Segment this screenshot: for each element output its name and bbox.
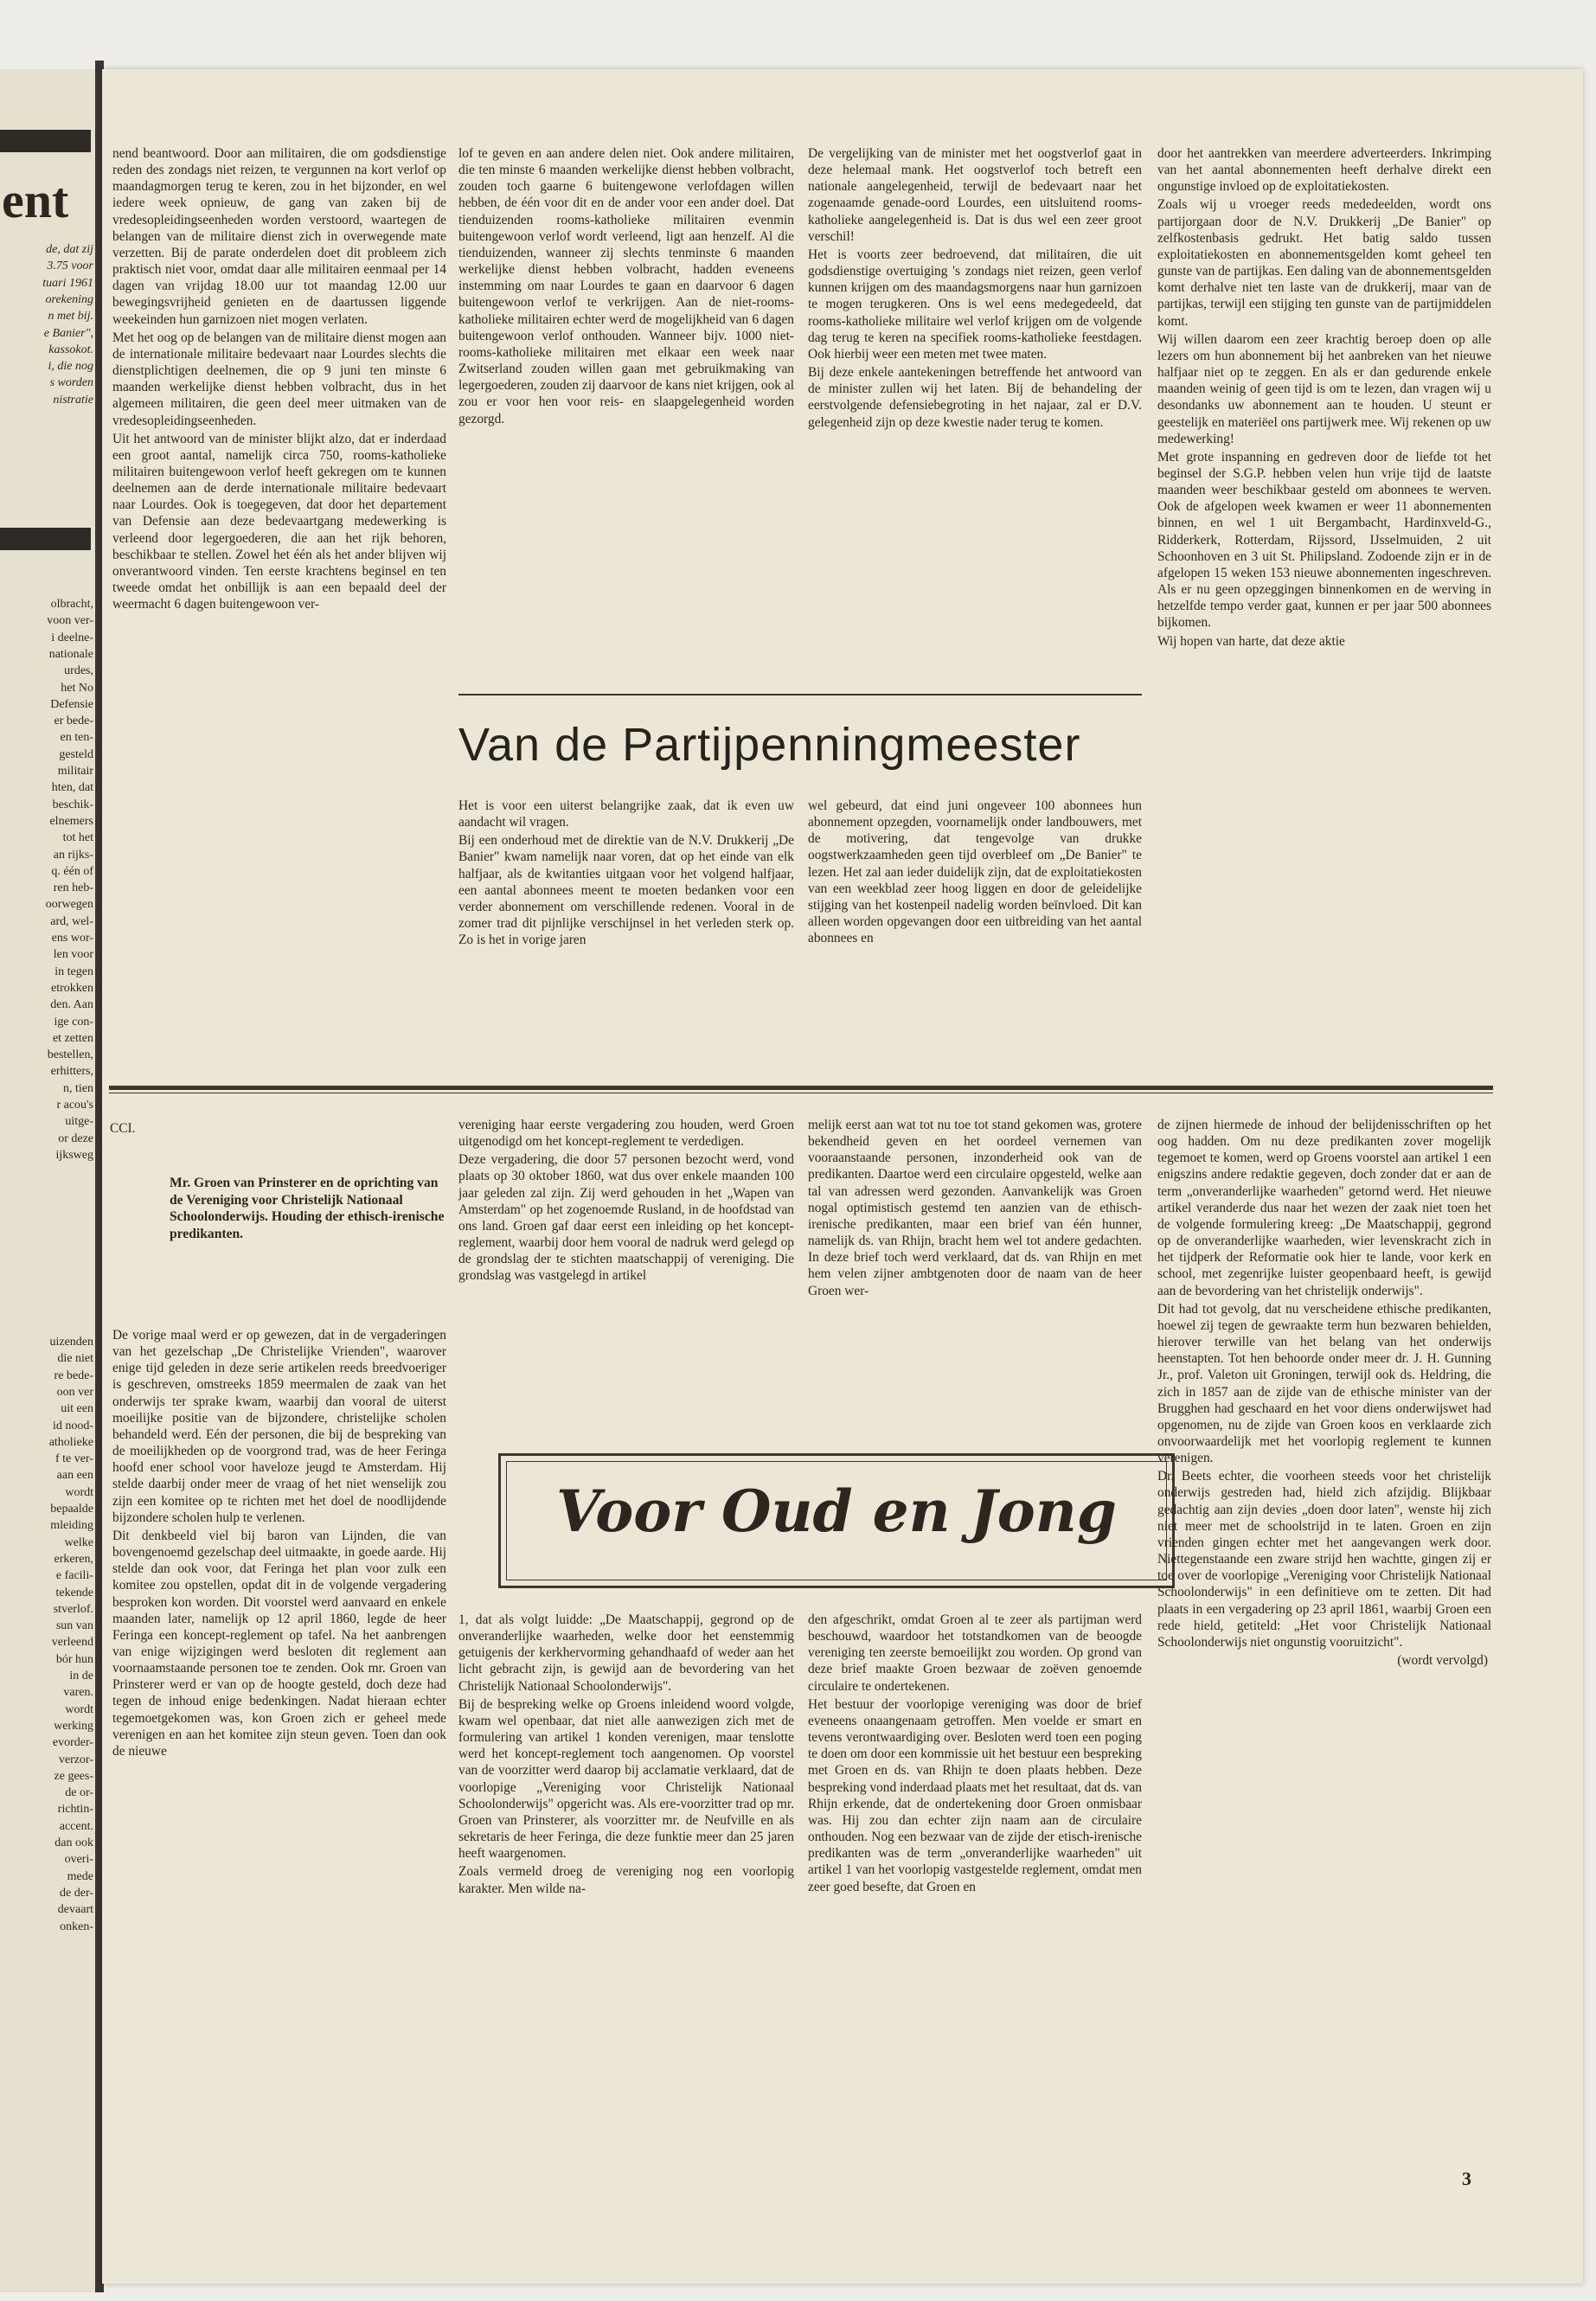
paragraph: Wij hopen van harte, dat deze aktie [1157,633,1345,649]
previous-page-line: ige con- [54,1015,93,1029]
previous-page-line: et zetten [52,1031,93,1045]
previous-page-line: dan ook [54,1836,93,1849]
paragraph: Het bestuur der voorlopige vereniging was door de brief eveneens onaangenaam getroffen. Men voelde er smart en tevens verontwaardiging over. Besloten werd toen een poging te doen om door een kommissie uit het bestuur een bespreking met Groen en ds. van Rhijn te doen plaats hebben. Deze bespreking vond inderdaad plaats met het resultaat, dat ds. van Rhijn erkende, dat de ondertekening door Groen onmisbaar was. Hij zou dan echter zijn naam aan de circulaire onthouden. Nog een bezwaar van de zijde der etisch-irenische predikanten was de term „onveranderlijke waarheden" uit artikel 1 van het voorlopig vastgestelde reglement, omdat men zeer goed besefte, dat Groen en [808,1696,1142,1894]
previous-page-heading: ent [2,172,69,228]
previous-page-line: ze gees- [54,1769,93,1783]
article1-column-3 [808,145,1142,431]
previous-page-line: kassokot. [48,343,93,356]
paragraph: nend beantwoord. Door aan militairen, die om godsdienstige reden des zondags niet reizen, te vergunnen na kort verlof op maandagmorgen terug te keren, zou in het bijzonder, en wel iedere week opnieuw, de gang van zaken bij de vredesopleidingseenheden worden verstoord, waartegen de belangen van de militaire dienst zich in overwegende mate verzetten. Bij de parate onderdelen doet dit probleem zich praktisch niet voor, omdat daar alle militairen eenmaal per 14 dagen van vrijdag 18.00 uur tot maandag 12.00 uur bewegingsvrijheid genieten en de daartussen liggende weekeinden hun garnizoen niet mogen verlaten. [112,146,446,327]
paragraph: Dit had tot gevolg, dat nu verscheidene ethische predikanten, hoewel zij tegen de gewraakte term hun bezwaren behielden, hierover terwille van het belang van het onderwijs heenstapten. Tot hen behoorde onder meer dr. J. H. Gunning Jr., prof. Valeton uit Groningen, terwijl ook ds. Heldring, die zich in 1857 aan de zijde van de ethische minister van der Brugghen had geschaard en het voor diens onderwijswet had opgenomen, nu de zijde van Groen koos en verklaarde zich onvoorwaardelijk met het voorlopig reglement te kunnen verenigen. [1157,1301,1491,1466]
previous-page-line: overi- [64,1853,93,1867]
previous-page-line: werking [54,1719,93,1733]
previous-page-line: oorwegen [45,898,93,912]
previous-page-edge [0,69,97,2292]
previous-page-line: ens wor- [51,932,93,945]
previous-page-line: stverlof. [53,1602,93,1616]
previous-page-line: orekening [45,292,93,306]
paragraph: Met grote inspanning en gedreven door de liefde tot het beginsel der S.G.P. hebben velen hun vrije tijd de laatste maanden weer beschikbaar gesteld om abonnees te werven. Ook de afgelopen week kwamen er weer 11 abonnementen binnen, en wel 1 uit Bergambacht, Hardinxveld-G., Ridderkerk, Rotterdam, Rijssord, IJsselmuiden, 2 uit Schoonhoven en 3 uit St. Philipsland. Zodoende zijn er in de afgelopen 15 weken 153 nieuwe abonnementen ingeschreven. Als er nu geen opzeggingen binnenkomen en de werving in hetzelfde tempo verder gaat, kunnen er per jaar 500 abonnees bijkomen. [1157,449,1491,631]
previous-page-line: erhitters, [50,1065,93,1079]
paragraph: Bij de bespreking welke op Groens inleidend woord volgde, kwam wel openbaar, dat niet alle aanwezigen zich met de formulering van artikel 1 konden verenigen, maar tenslotte werd het koncept-reglement toch aangenomen. Op voorstel van de voorzitter werd daarop bij acclamatie verklaard, dat de voorlopige „Vereniging voor Christelijk Nationaal Schoolonderwijs" opgericht was. Als ere-voorzitter trad op mr. Groen van Prinsterer, als voorzitter mr. de Neufville en als sekretaris de heer Feringa, die deze funktie meer dan 25 jaren heeft waargenomen. [458,1696,794,1862]
article3-column-3-bottom [808,1612,1142,1895]
previous-page-line: tuari 1961 [42,276,93,290]
previous-page-line: accent. [59,1819,93,1833]
previous-page-line: ard, wel- [50,914,93,928]
previous-page-line: an rijks- [53,848,93,862]
previous-page-line: welke [64,1535,93,1549]
previous-page-line: nistratie [53,393,93,407]
series-number: CCI. [110,1121,136,1136]
previous-page-line: er bede- [54,715,93,728]
previous-page-line: wordt [65,1485,93,1499]
previous-page-line: de der- [60,1886,93,1900]
previous-page-line: mede [67,1869,93,1883]
previous-page-line: Defensie [50,697,93,711]
article3-column-1 [112,1327,446,1759]
previous-page-line: uit een [61,1402,93,1416]
article1-column-1 [112,145,446,612]
article3-column-4 [1157,1117,1491,1669]
paragraph: Dit denkbeeld viel bij baron van Lijnden, die van bovengenoemd gezelschap deel uitmaakte, in goede aarde. Hij stelde dan ook voor, dat Feringa het plan voor zulk een komitee zou opstellen, opdat dit in de volgende vergadering besproken kon worden. Dit voorstel werd aanvaard en enkele maanden later, namelijk op 12 april 1860, legde de heer Feringa een koncept-reglement op tafel. Na het aanbrengen van enige wijzigingen werd besloten dit reglement aan voornaamstaande personen toe te zenden. Ook mr. Groen van Prinsterer werd er van op de hoogte gesteld, doch deze had tegen de inhoud enige bedenkingen. Nadat hieraan echter tegemoetgekomen was, kon Groen zich er geheel mede verenigen en aan het komitee zijn steun geven. Toen dan ook de nieuwe [112,1528,446,1759]
previous-page-line: n, tien [63,1081,93,1095]
paragraph: De vergelijking van de minister met het oogstverlof gaat in deze helemaal mank. Het oogstverlof toch betreft een nationale aangelegenheid, terwijl de bedevaart naar het zogenaamde genade-oord Lourdes, een uitsluitend rooms-katholieke aangelegenheid is. Dat is dus wel een zeer groot verschil! [808,146,1142,244]
previous-page-line: voon ver- [47,614,93,628]
paragraph: de zijnen hiermede de inhoud der belijdenisschriften op het oog hadden. Om nu deze predikanten zover mogelijk tegemoet te komen, werd op Groens voorstel aan artikel 1 een enigszins andere redaktie gegeven, doch zonder dat er aan de term „onveranderlijke waarheden" getornd werd. Het nieuwe artikel veranderde dus naar het wezen der zaak niet toen het de volgende formulering kreeg: „De Maatschappij, gegrond op de onveranderlijke waarheden, wier levenskracht zich in het tijdperk der Reformatie ook hier te lande, voor kerk en school, met zegenrijke luister geopenbaard heeft, is gewijd aan de bevordering van het christelijk onderwijs". [1157,1118,1491,1298]
previous-page-line: onken- [60,1920,93,1933]
previous-page-line: den. Aan [50,998,93,1012]
previous-page-line: id nood- [52,1419,93,1433]
section-divider [109,1086,1493,1090]
previous-page-line: militair [57,765,93,778]
paragraph: melijk eerst aan wat tot nu toe tot stand gekomen was, grotere bekendheid geven en het oordeel vernemen van vooraanstaande personen, inzonderheid ook van de predikanten. Daartoe werd een circulaire opgesteld, welke aan tal van adressen werd gezonden. Aanvankelijk was Groen nogal optimistisch gestemd ten aanzien van de ethisch-irenische predikanten, maar een brief van één hunner, namelijk ds. van Rhijn, bracht hem wel tot andere gedachten. In deze brief toch werd verklaard, dat ds. van Rhijn en met hem velen zijner ambtgenoten door de naam van de heer Groen wer- [808,1118,1142,1298]
article2-column-a [458,798,794,948]
page-number: 3 [1462,2168,1471,2189]
previous-page-line: in de [69,1670,93,1682]
paragraph: Deze vergadering, die door 57 personen bezocht werd, vond plaats op 30 oktober 1860, wat dus over enkele maanden 100 jaar geleden zal zijn. Zij werd gehouden in het „Wapen van Amsterdam" op het zogenoemde Rusland, in de hoofdstad van ons land. Groen gaf daar eerst een inleiding op het koncept-reglement, waarbij door hem vooral de nadruk werd gelegd op de grondslag der te stichten maatschappij of vereniging. Die grondslag was vastgelegd in artikel [458,1152,794,1284]
paragraph: vereniging haar eerste vergadering zou houden, werd Groen uitgenodigd om het koncept-reglement te verdedigen. [458,1118,794,1150]
article3-column-2-top [458,1117,794,1285]
previous-page-line: bepaalde [50,1503,93,1516]
previous-page-line: het No [61,681,93,695]
previous-page-line: ijksweg [55,1148,93,1162]
previous-page-line: verzor- [58,1753,93,1766]
previous-page-rule [0,130,91,152]
previous-page-line: 3.75 voor [47,260,93,273]
previous-page-line: oon ver [56,1385,93,1399]
previous-page-line: nationale [48,647,93,661]
previous-page-line: atholieke [48,1435,93,1449]
previous-page-line: ren heb- [53,881,93,895]
paragraph: Dr. Beets echter, die voorheen steeds voor het christelijk onderwijs gestreden had, hield zich afzijdig. Blijkbaar gedachtig aan zijn devies „doen door laten", wenste hij zich niet meer met de schoolstrijd in te laten. Groen en zijn vrienden gingen echter met het aangevangen werk door. Niettegenstaande een zware strijd hen wachtte, gingen zij er toe over de voorlopige „Vereniging voor Christelijk Nationaal Schoolonderwijs" in een definitieve om te zetten. Dit had plaats in een vergadering op 23 april 1861, waarbij Groen een rede hield, getiteld: „Het voor Christelijk Nationaal Schoolonderwijs niet ongunstig vooruitzicht". [1157,1469,1491,1650]
paragraph: Wij willen daarom een zeer krachtig beroep doen op alle lezers om hun abonnement bij het aanbreken van het nieuwe halfjaar niet op te zeggen. En als er dan gedurende enkele maanden weinig of geen tijd is om te lezen, dan vragen wij u desondanks uw abonnement aan te houden. U steunt er geestelijk en materiëel ons partijwerk mee. Wij rekenen op uw medewerking! [1157,331,1491,446]
previous-page-line: sun van [55,1619,93,1633]
article3-subhead: Mr. Groen van Prinsterer en de oprichting van de Vereniging voor Christelijk Nationaal Schoolonderwijs. Houding der ethisch-irenische predikanten. [170,1176,445,1241]
article3-column-3-top [808,1117,1142,1299]
previous-page-line: tekende [55,1586,93,1599]
paragraph: door het aantrekken van meerdere adverteerders. Inkrimping van het aantal abonnementen heeft derhalve direkt een ongunstige invloed op de exploitatiekosten. [1157,146,1491,195]
previous-page-line: e facili- [55,1569,93,1583]
previous-page-line: mleiding [50,1519,93,1533]
voor-oud-en-jong-banner [498,1453,1175,1588]
previous-page-line: erkeren, [54,1552,93,1566]
previous-page-line: e Banier", [43,326,93,340]
previous-page-line: richtin- [57,1803,93,1817]
paragraph: Zoals wij u vroeger reeds mededeelden, wordt ons partijorgaan door de N.V. Drukkerij „De Banier" op zelfkostenbasis gedrukt. Het batig saldo tussen exploitatiekosten en abonnementsgelden komt geheel ten gunste van de partijkas. Een daling van de abonnementsgelden komt derhalve niet ten laste van de drukkerij, maar van de partijkas, terwijl een stijging ten gunste van de partijmiddelen komt. [1157,197,1491,329]
previous-page-line: q. één of [51,864,93,878]
previous-page-line: bór hun [55,1652,93,1666]
paragraph: Met het oog op de belangen van de militaire dienst mogen aan de internationale militaire bedevaart naar Lourdes slechts die dienstplichtigen deelnemen, die op 9 juni ten minste 6 maanden werkelijke dienst hebben volbracht, dus in het algemeen militairen, die geen deel meer uitmaken van de vredesopleidingseenheden. [112,330,446,428]
continued-note: (wordt vervolgd) [1397,1653,1488,1668]
previous-page-line: etrokken [51,981,93,995]
paragraph: wel gebeurd, dat eind juni ongeveer 100 abonnees hun abonnement opzegden, voornamelijk onder landbouwers, met de motivering, dat tengevolge van drukke oogstwerkzaamheden geen tijd overbleef om „De Banier" te lezen. Het zal aan ieder duidelijk zijn, dat de exploitatiekosten van een weekblad zeer hoog liggen en door de geleidelijke stijging van het kostenpeil nadelig worden beïnvloed. Dit kan alleen worden opgevangen door een uitbreiding van het aantal abonnees en [808,798,1142,946]
previous-page-rule [0,528,91,550]
paragraph: Zoals vermeld droeg de vereniging nog een voorlopig karakter. Men wilde na- [458,1864,794,1896]
paragraph: den afgeschrikt, omdat Groen al te zeer als partijman werd beschouwd, waardoor het totstandkomen van de beoogde vereniging ten zeerste bemoeilijkt zou worden. Op grond van deze brief maakte Groen bezwaar de zoëven genoemde circulaire te ondertekenen. [808,1612,1142,1694]
paragraph: Het is voorts zeer bedroevend, dat militairen, die uit godsdienstige overtuiging 's zondags niet reizen, geen verlof kunnen krijgen om des maandagsmorgens naar hun garnizoen te mogen terugkeren. Ons is wel eens medegedeeld, dat rooms-katholieke militaire wel verlof krijgen om de volgende dag terug te keren na specifiek rooms-katholieke feestdagen. Ook hierbij weer een meten met twee maten. [808,247,1142,362]
partijpenningmeester-headline: Van de Partijpenningmeester [458,719,1081,771]
previous-page-line: die niet [57,1352,93,1366]
previous-page-line: r acou's [56,1099,93,1112]
previous-page-line: or deze [58,1131,93,1145]
previous-page-line: hten, dat [51,781,93,795]
previous-page-line: de, dat zij [46,243,93,256]
previous-page-line: uitge- [65,1115,93,1129]
article1-column-2 [458,145,794,427]
previous-page-line: f te ver- [54,1452,93,1466]
previous-page-line: verleend [51,1636,93,1650]
previous-page-line: urdes, [64,664,93,678]
banner-title: Voor Oud en Jong [556,1477,1117,1545]
previous-page-line: de or- [65,1786,93,1800]
previous-page-line: olbracht, [50,598,93,611]
article3-column-2-bottom [458,1612,794,1897]
article2-column-b [808,798,1142,946]
headline-divider [458,694,1142,695]
previous-page-line: beschik- [52,798,93,811]
previous-page-line: s worden [49,376,93,390]
previous-page-line: n met bij. [48,310,93,324]
article2-column-4 [1157,145,1491,650]
previous-page-line: varen. [63,1686,93,1700]
previous-page-line: gesteld [59,747,93,761]
paragraph: Bij een onderhoud met de direktie van de N.V. Drukkerij „De Banier" kwam namelijk naar voren, dat op het einde van elk halfjaar, als de kwitanties uitgaan voor het volgend halfjaar, een aantal abonnees meent te moeten bedanken voor een verder abonnement om verschillende redenen. Vooral in de zomer trad dit pijnlijke verschijnsel in het verleden sterk op. Zo is het in vorige jaren [458,833,794,948]
previous-page-line: i, die nog [48,360,93,374]
previous-page-line: elnemers [49,814,93,828]
previous-page-line: en ten- [60,731,93,745]
previous-page-line: uizenden [49,1336,93,1349]
previous-page-line: in tegen [54,965,93,978]
previous-page-line: devaart [57,1903,93,1917]
previous-page-line: bestellen, [47,1048,93,1062]
paragraph: 1, dat als volgt luidde: „De Maatschappij, gegrond op de onveranderlijke waarheden, welke door het eenstemmig getuigenis der kerkhervorming gehandhaafd of weder aan het licht gebracht zijn, is gewijd aan de bevordering van het Christelijk Nationaal Schoolonderwijs". [458,1612,794,1694]
previous-page-line: i deelne- [51,631,93,644]
paragraph: Uit het antwoord van de minister blijkt alzo, dat er inderdaad een groot aantal, namelijk circa 750, rooms-katholieke militairen buitengewoon verlof heeft gekregen om te kunnen deelnemen aan de derde internationale militaire bedevaart naar Lourdes. Ook is toegegeven, dat door het departement van Defensie aan deze bedevaartgang medewerking is verleend door legergoederen, die aan het rijk behoren, beschikbaar te stellen. Zowel het één als het ander blijven wij onverantwoord vinden. Ten eerste krachtens beginsel en ten tweede omdat het onbillijk is aan een bepaald deel der weermacht 6 dagen buitengewoon ver- [112,431,446,612]
previous-page-line: re bede- [54,1368,93,1382]
previous-page-line: wordt [65,1702,93,1716]
previous-page-line: aan een [56,1469,93,1483]
previous-page-line: tot het [62,831,93,845]
paragraph: lof te geven en aan andere delen niet. Ook andere militairen, die ten minste 6 maanden werkelijke dienst hebben volbracht, zouden toch gaarne 6 buitengewone verlofdagen willen hebben, de één voor dit en de ander voor een ander doel. Dat tienduizenden rooms-katholieke militairen evenmin buitengewoon verlof wordt verleend, ligt aan henzelf. Al die tienduizenden, wanneer zij slechts tenminste 6 maanden werkelijke dienst hebben volbracht, hadden eveneens instemming om naar Lourdes te gaan en daarvoor 6 dagen buitengewoon verlof te verkrijgen. Aan de niet-rooms-katholieke militairen echter werd de mogelijkheid van 6 dagen buitengewoon verlof onthouden. Wanneer bijv. 1000 niet-rooms-katholieke militairen met elkaar een week naar Zwitserland zouden willen gaan met gebruikmaking van legergoederen, zouden zij daarvoor de kans niet krijgen, ook al zou er voor hen voor reis- en slaapgelegenheid worden gezorgd. [458,146,794,426]
paragraph: Bij deze enkele aantekeningen betreffende het antwoord van de minister zullen wij het laten. Bij de behandeling der eerstvolgende defensiebegroting in het najaar, zal er D.V. gelegenheid zijn op deze kwestie nader terug te komen. [808,365,1142,430]
previous-page-line: evorder- [52,1736,93,1750]
paragraph: De vorige maal werd er op gewezen, dat in de vergaderingen van het gezelschap „De Christelijke Vrienden", waarover enige tijd geleden in deze serie artikelen reeds breedvoeriger is geschreven, omstreeks 1859 meermalen de zaak van het onderwijs ter sprake kwam, waarbij dan vooral de uiterst moeilijke positie van de bijzondere, christelijke scholen behandeld werd. Eén der personen, die bij de bespreking van de moeilijkheden op de voorgrond trad, was de heer Feringa hoofd ener school voor haveloze jeugd te Amsterdam. Hij stelde daarbij onder meer de vraag of het niet wenselijk zou zijn een komitee op te richten met het doel de noodlijdende bijzondere scholen hulp te verlenen. [112,1328,446,1525]
paragraph: Het is voor een uiterst belangrijke zaak, dat ik even uw aandacht wil vragen. [458,798,794,830]
previous-page-line: len voor [53,948,93,962]
